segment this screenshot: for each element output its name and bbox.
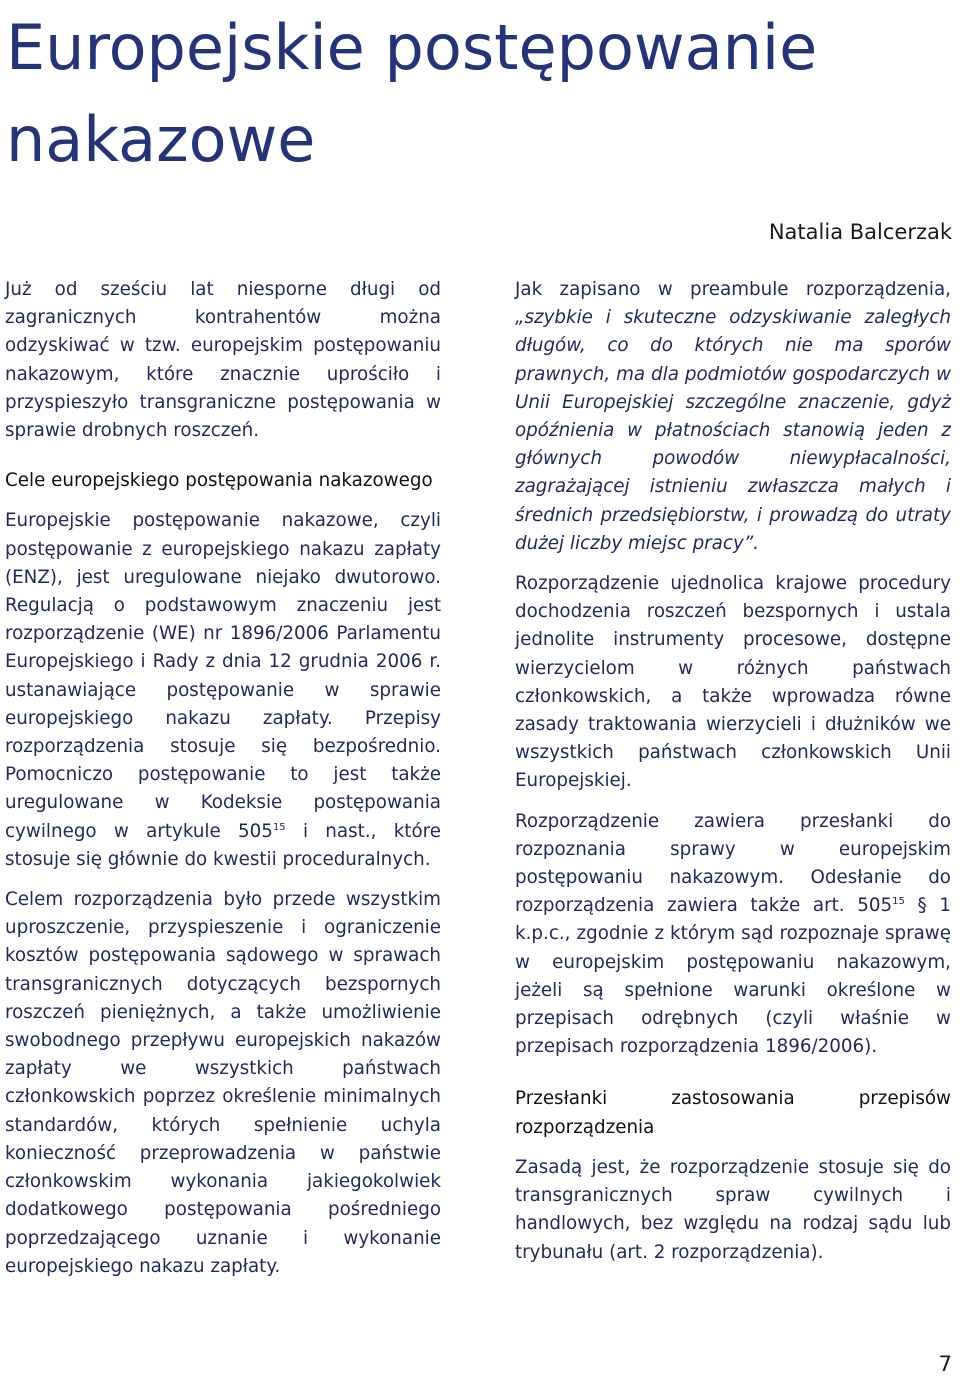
page-number: 7 (938, 1352, 952, 1376)
intro-paragraph: Już od sześciu lat niesporne długi od zagranicznych kontrahentów można odzyskiwać w tzw. europejskim postępowaniu nakazowym, które znacznie uprościło i przyspieszyło transgraniczne postępowania w sprawie drobnych roszczeń. (5, 279, 441, 442)
preamble-paragraph (515, 276, 951, 558)
author-name: Natalia Balcerzak (768, 220, 952, 244)
legal-basis-paragraph (5, 507, 441, 874)
legal-basis-text-end: i nast., które stosuje się głównie do kwestii proceduralnych. (5, 820, 441, 870)
left-column (5, 276, 441, 1293)
legal-basis-text: Europejskie postępowanie nakazowe, czyli postępowanie z europejskiego nakazu zapłaty (ENZ), jest uregulowane niejako dwutorowo. Regulacją o podstawowym znaczeniu jest rozporządzenie (WE) nr 1896/2006 Parlamentu Europejskiego i Rady z dnia 12 grudnia 2006 r. ustanawiające postępowanie w sprawie europejskiego nakazu zapłaty. Przepisy rozporządzenia stosuje się bezpośrednio. Pomocniczo postępowanie to jest także uregulowane w Kodeksie postępowania cywilnego w artykule 505 (5, 510, 441, 842)
unification-paragraph: Rozporządzenie ujednolica krajowe procedury dochodzenia roszczeń bezspornych i ustala jednolite instrumenty procesowe, dostępne wierzycielom w różnych państwach członkowskich, a także wprowadza równe zasady traktowania wierzycieli i dłużników we wszystkich państwach członkowskich Unii Europejskiej. (515, 573, 951, 792)
preamble-quote: „szybkie i skuteczne odzyskiwanie zaległych długów, co do których nie ma sporów prawnych, ma dla podmiotów gospodarczych w Unii Europejskiej szczególne znaczenie, gdyż opóźnienia w płatnościach stanowią jeden z głównych powodów niewypłacalności, zagrażającej istnieniu zwłaszcza małych i średnich przedsiębiorstw, i prowadzą do utraty dużej liczby miejsc pracy”. (515, 307, 951, 554)
regulation-goal-paragraph: Celem rozporządzenia było przede wszystkim uproszczenie, przyspieszenie i ograniczenie kosztów postępowania sądowego w sprawach transgranicznych dotyczących bezspornych roszczeń pieniężnych, a także umożliwienie swobodnego przepływu europejskich nakazów zapłaty we wszystkich państwach członkowskich poprzez określenie minimalnych standardów, których spełnienie uchyla konieczność przeprowadzenia w państwie członkowskim wykonania jakiegokolwiek dodatkowego postępowania pośredniego poprzedzającego uznanie i wykonanie europejskiego nakazu zapłaty. (5, 889, 441, 1277)
right-column (515, 276, 951, 1279)
section-heading-prerequisites: Przesłanki zastosowania przepisów rozporządzenia (515, 1088, 951, 1138)
section-heading-goals: Cele europejskiego postępowania nakazowego (5, 470, 433, 492)
article-superscript: 15 (272, 821, 286, 833)
page-title: Europejskie postępowanie nakazowe (6, 11, 818, 176)
referral-text-end: § 1 k.p.c., zgodnie z którym sąd rozpoznaje sprawę w europejskim postępowaniu nakazowym, jeżeli są spełnione warunki określone w przepisach odrębnych (czyli właśnie w przepisach rozporządzenia 1896/2006). (515, 895, 951, 1058)
scope-paragraph: Zasadą jest, że rozporządzenie stosuje się do transgranicznych spraw cywilnych i handlowych, bez względu na rodzaj sądu lub trybunału (art. 2 rozporządzenia). (515, 1156, 951, 1263)
referral-text: Rozporządzenie zawiera przesłanki do rozpoznania sprawy w europejskim postępowaniu nakazowym. Odesłanie do rozporządzenia zawiera także art. 505 (515, 810, 951, 917)
preamble-lead: Jak zapisano w preambule rozporządzenia, (515, 279, 951, 300)
article-superscript: 15 (892, 896, 905, 908)
referral-paragraph (515, 808, 951, 1062)
